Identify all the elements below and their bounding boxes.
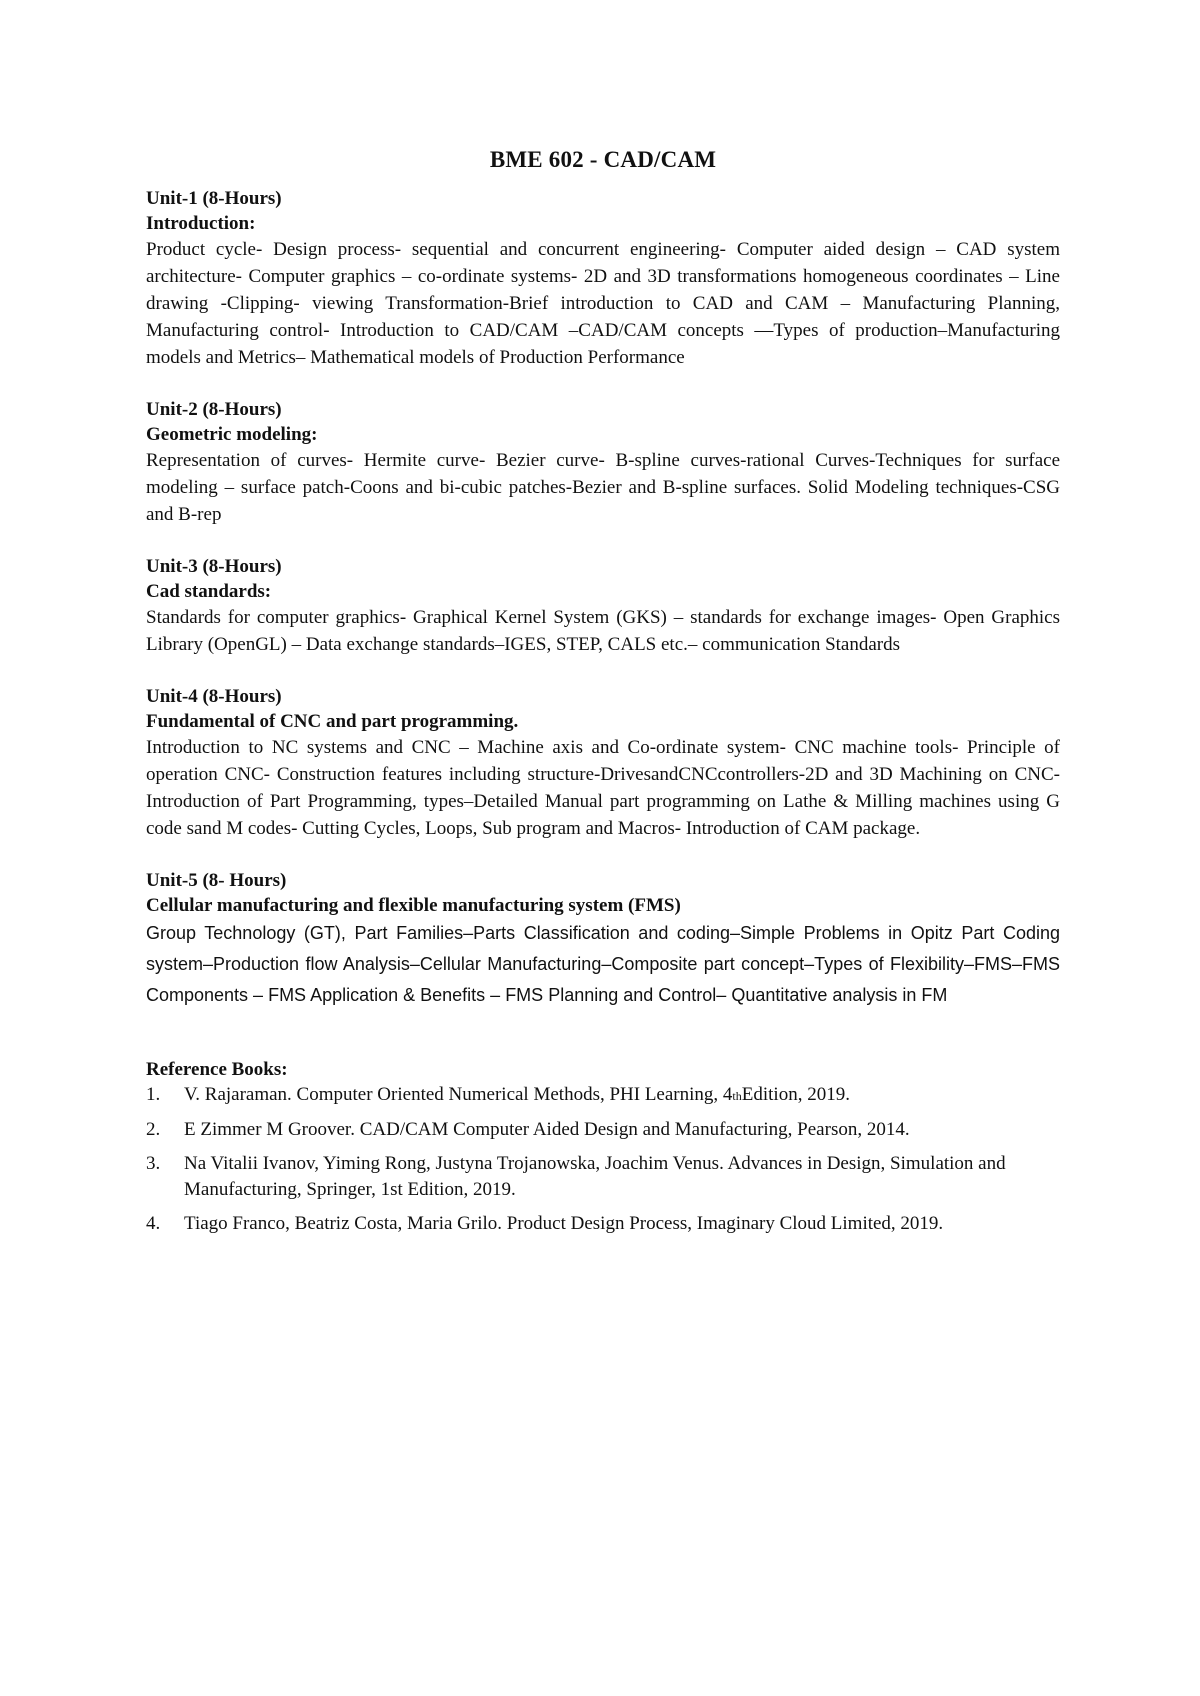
reference-number: 3.: [146, 1153, 161, 1174]
unit-5-heading: Unit-5 (8- Hours): [146, 870, 287, 891]
unit-3-body: Standards for computer graphics- Graphical Kernel System (GKS) – standards for exchange images- Open Graphics Library (OpenGL) – Data exchange standards–IGES, STEP, CALS etc.– communication Standards: [146, 607, 1060, 655]
unit-4-subheading: Fundamental of CNC and part programming.: [146, 711, 519, 732]
unit-1-section: [146, 186, 1060, 371]
reference-text: Na Vitalii Ivanov, Yiming Rong, Justyna Trojanowska, Joachim Venus. Advances in Design, Simulation and Manufacturing, Springer, 1st Edition, 2019.: [184, 1153, 1006, 1200]
reference-text-main: V. Rajaraman. Computer Oriented Numerical Methods, PHI Learning, 4: [184, 1084, 733, 1105]
unit-4-body: Introduction to NC systems and CNC – Machine axis and Co-ordinate system- CNC machine tools- Principle of operation CNC- Construction features including structure-DrivesandCNCcontrollers-2D and 3D Machining on CNC-Introduction of Part Programming, types–Detailed Manual part programming on Lathe & Milling machines using G code sand M codes- Cutting Cycles, Loops, Sub program and Macros- Introduction of CAM package.: [146, 737, 1060, 839]
unit-3-heading: Unit-3 (8-Hours): [146, 556, 282, 577]
unit-4-heading: Unit-4 (8-Hours): [146, 686, 282, 707]
reference-number: 4.: [146, 1213, 161, 1234]
syllabus-page: [146, 146, 1060, 1245]
unit-3-subheading: Cad standards:: [146, 581, 272, 602]
reference-item: [146, 1082, 1060, 1109]
unit-1-heading: Unit-1 (8-Hours): [146, 188, 282, 209]
page-title: BME 602 - CAD/CAM: [489, 147, 717, 172]
reference-text: [184, 1082, 1060, 1109]
reference-item: [146, 1151, 1060, 1203]
reference-books-section: [146, 1057, 1060, 1237]
reference-list: [146, 1082, 1060, 1237]
reference-number: 1.: [146, 1084, 161, 1105]
unit-5-section: [146, 868, 1060, 1011]
reference-number: 2.: [146, 1119, 161, 1140]
reference-item: [146, 1117, 1060, 1143]
unit-4-section: [146, 684, 1060, 842]
unit-1-body: Product cycle- Design process- sequential and concurrent engineering- Computer aided design – CAD system architecture- Computer graphics – co-ordinate systems- 2D and 3D transformations homogeneous coordinates – Line drawing -Clipping- viewing Transformation-Brief introduction to CAD and CAM – Manufacturing Planning, Manufacturing control- Introduction to CAD/CAM –CAD/CAM concepts —Types of production–Manufacturing models and Metrics– Mathematical models of Production Performance: [146, 239, 1060, 368]
reference-edition-suffix: th: [732, 1089, 742, 1103]
reference-text-tail: Edition, 2019.: [741, 1084, 850, 1105]
reference-books-heading: Reference Books:: [146, 1059, 288, 1080]
unit-5-subheading: Cellular manufacturing and flexible manufacturing system (FMS): [146, 895, 681, 916]
unit-1-subheading: Introduction:: [146, 213, 256, 234]
reference-item: [146, 1211, 1060, 1237]
unit-2-section: [146, 397, 1060, 528]
reference-text: E Zimmer M Groover. CAD/CAM Computer Aided Design and Manufacturing, Pearson, 2014.: [184, 1119, 910, 1140]
reference-text: Tiago Franco, Beatriz Costa, Maria Grilo. Product Design Process, Imaginary Cloud Limited, 2019.: [184, 1213, 944, 1234]
unit-3-section: [146, 554, 1060, 658]
unit-2-heading: Unit-2 (8-Hours): [146, 399, 282, 420]
unit-2-body: Representation of curves- Hermite curve- Bezier curve- B-spline curves-rational Curves-Techniques for surface modeling – surface patch-Coons and bi-cubic patches-Bezier and B-spline surfaces. Solid Modeling techniques-CSG and B-rep: [146, 450, 1060, 525]
unit-2-subheading: Geometric modeling:: [146, 424, 318, 445]
unit-5-body: Group Technology (GT), Part Families–Parts Classification and coding–Simple Problems in Opitz Part Coding system–Production flow Analysis–Cellular Manufacturing–Composite part concept–Types of Flexibility–FMS–FMS Components – FMS Application & Benefits – FMS Planning and Control– Quantitative analysis in FM: [146, 923, 1060, 1005]
